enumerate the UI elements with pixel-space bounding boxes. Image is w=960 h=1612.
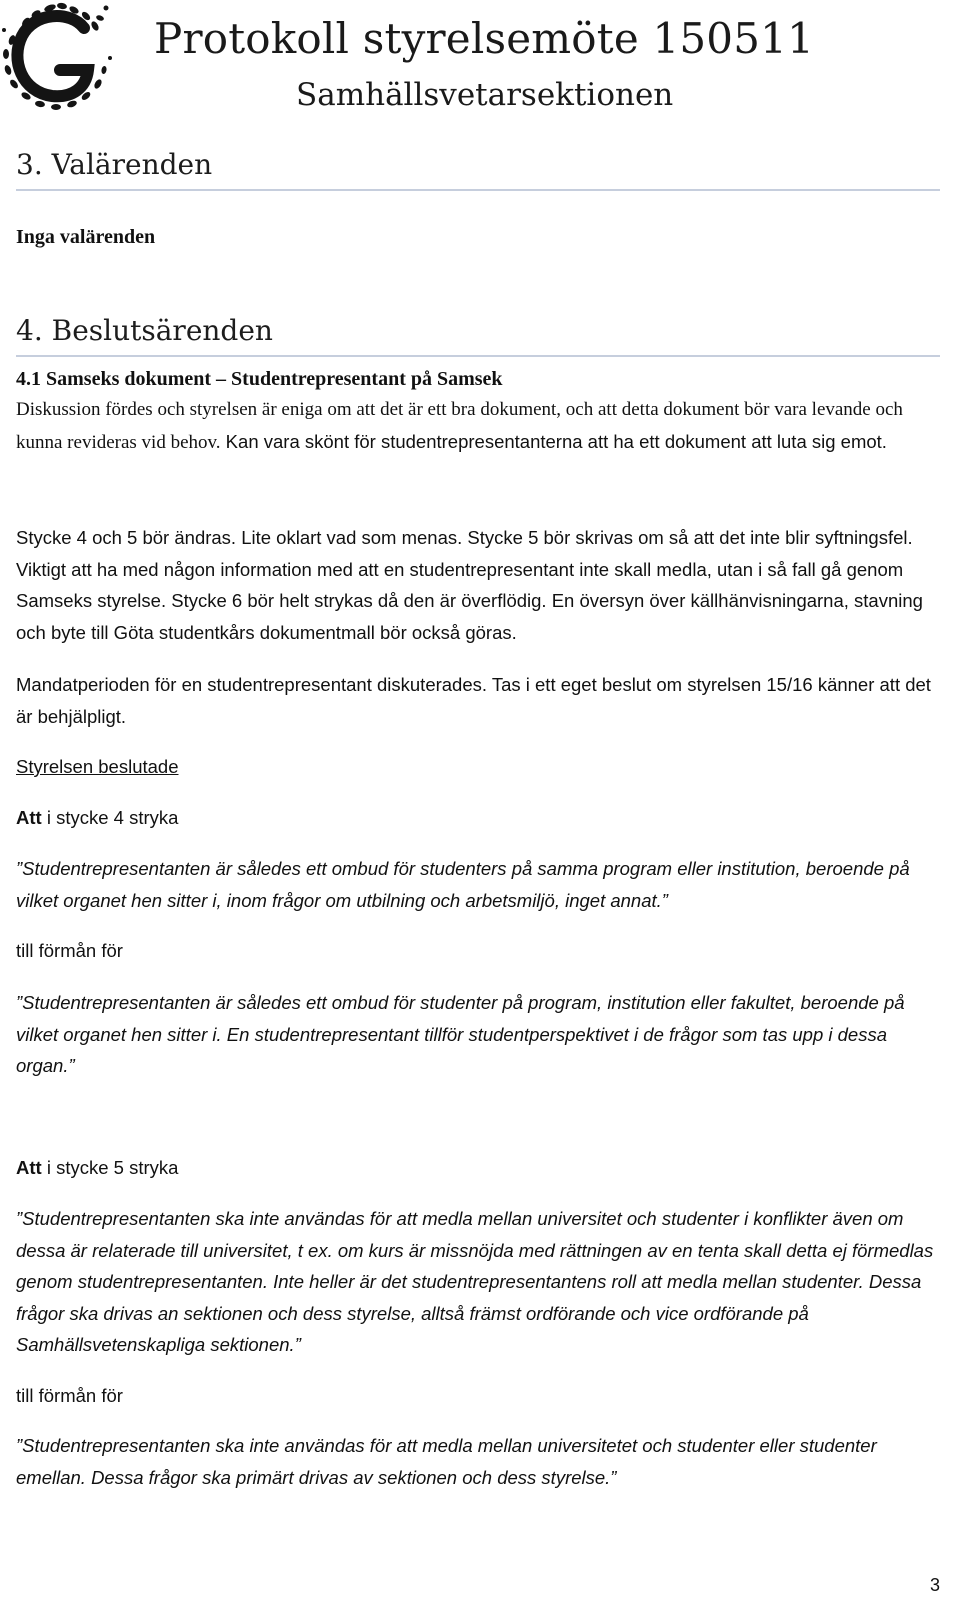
discussion-paragraph bbox=[16, 393, 940, 458]
section-logo bbox=[0, 0, 116, 112]
document-subtitle: Samhällsvetarsektionen bbox=[296, 77, 674, 113]
decision-2-text: i stycke 5 stryka bbox=[41, 1157, 179, 1178]
paragraph-mandate: Mandatperioden för en studentrepresentant diskuterades. Tas i ett eget beslut om styrelsen 15/16 känner att det är behjälpligt. bbox=[16, 674, 931, 727]
quote-old-1: ”Studentrepresentanten är således ett ombud för studenters på samma program eller institution, beroende på vilket organet hen sitter i, inom frågor om utbilning och arbetsmiljö, inget annat.” bbox=[16, 858, 910, 911]
discussion-text-serif: Diskussion fördes och styrelsen är eniga om att det är ett bra dokument, och att detta dokument bör vara levande och kunna revideras vid behov. bbox=[16, 399, 903, 453]
att-label: Att bbox=[16, 807, 42, 828]
paragraph-changes: Stycke 4 och 5 bör ändras. Lite oklart vad som menas. Stycke 5 bör skrivas om så att det inte blir syftningsfel. Viktigt att ha med någon information med att en studentrepresentant inte skall medla, utan i så fall gå genom Samseks styrelse. Stycke 6 bör helt strykas då den är överflödig. En översyn över källhänvisningarna, stavning och byte till Göta studentkårs dokumentmall bör också göras. bbox=[16, 527, 923, 643]
decision-label: Styrelsen beslutade bbox=[16, 756, 179, 777]
decision-1-text: i stycke 4 stryka bbox=[41, 807, 179, 828]
quote-old-2: ”Studentrepresentanten ska inte användas för att medla mellan universitet och studenter i konflikter även om dessa är relaterade till universitet, t ex. om kurs är missnöjda med rättningen av en tenta skall detta ej förmedlas genom studentrepresentanten. Inte heller är det studentrepresentantens roll att medla mellan studenter. Dessa frågor ska drivas an sektionen och dess styrelse, alltså främst ordförande och vice ordförande på Samhällsvetenskapliga sektionen.” bbox=[16, 1208, 934, 1355]
section-heading-beslutsarenden: 4. Beslutsärenden bbox=[16, 314, 940, 357]
quote-new-1: ”Studentrepresentanten är således ett ombud för studenter på program, institution eller fakultet, beroende på vilket organet hen sitter i. En studentrepresentant tillför studentperspektivet i de frågor som tas upp i dessa organ.” bbox=[16, 992, 905, 1076]
no-election-matters: Inga valärenden bbox=[16, 226, 156, 248]
decision-2 bbox=[16, 1152, 940, 1184]
replace-label-2: till förmån för bbox=[16, 1385, 123, 1406]
item-heading: 4.1 Samseks dokument – Studentrepresentant på Samsek bbox=[16, 368, 503, 390]
att-label: Att bbox=[16, 1157, 42, 1178]
replace-label-1: till förmån för bbox=[16, 940, 123, 961]
discussion-text-sans: Kan vara skönt för studentrepresentanterna att ha ett dokument att luta sig emot. bbox=[220, 430, 887, 452]
decision-1 bbox=[16, 802, 940, 834]
document-title: Protokoll styrelsemöte 150511 bbox=[154, 14, 814, 63]
quote-new-2: ”Studentrepresentanten ska inte användas för att medla mellan universitetet och studenter eller studenter emellan. Dessa frågor ska primärt drivas av sektionen och dess styrelse.” bbox=[16, 1435, 877, 1488]
page-number: 3 bbox=[929, 1575, 940, 1595]
section-heading-valarenden: 3. Valärenden bbox=[16, 148, 940, 191]
